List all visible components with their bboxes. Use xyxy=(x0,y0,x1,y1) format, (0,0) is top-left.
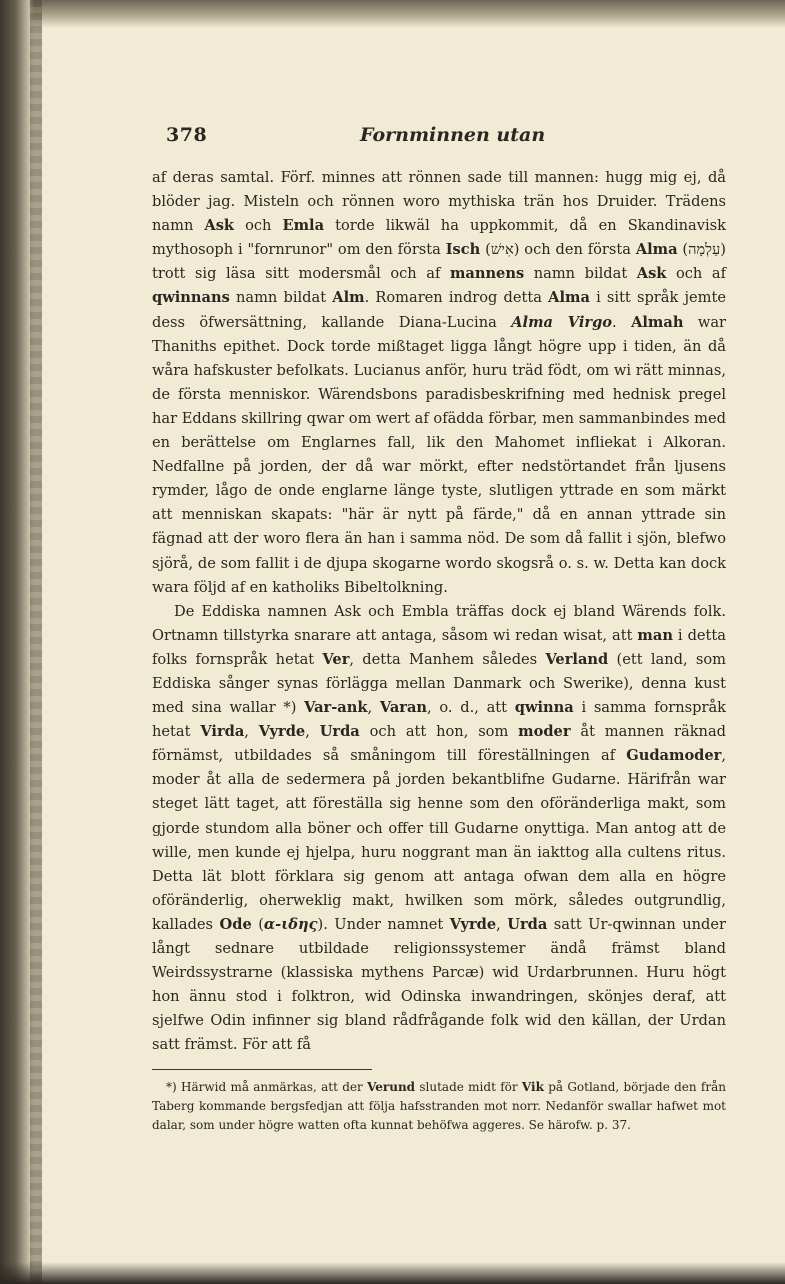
emphasized-term: Gudamoder xyxy=(626,747,722,765)
text-run: och att hon, som xyxy=(359,723,519,741)
text-run: (אִישׁ) och den första xyxy=(480,241,636,259)
emphasized-term: Ask xyxy=(204,217,235,235)
italic-term: α-ιδης xyxy=(263,915,318,933)
text-run: (ett land, som Eddiska sånger synas förlägga mellan Danmark och Swerike), denna kust med sina wallar *) xyxy=(152,650,727,717)
paragraph xyxy=(152,166,726,600)
text-run: , o. d., att xyxy=(427,699,515,717)
text-run: *) Härwid må anmärkas, att der xyxy=(166,1080,368,1095)
footnote-rule xyxy=(152,1069,372,1070)
emphasized-term: Verund xyxy=(367,1080,416,1095)
page-bottom-shadow xyxy=(0,1262,785,1284)
emphasized-term: man xyxy=(637,626,673,644)
text-run: namn bildat xyxy=(524,265,637,283)
emphasized-term: Vyrde xyxy=(449,915,497,933)
emphasized-term: Varan xyxy=(379,699,428,717)
text-run: , moder åt alla de sedermera på jorden bekantblifne Gudarne. Härifrån war steget lätt taget, att föreställa sig henne som den oföränderliga makt, som gjorde stundom alla böner och offer till Gudarne onyttiga. Man antog att de wille, men kunde ej hjelpa, huru noggrant man än iakttog alla cultens ritus. Detta lät blott förklara sig genom att antaga ofwan dem alla en högre oföränderlig, oherweklig makt, hwilken som mörk, således outgrundlig, kallades xyxy=(152,747,726,933)
text-run: namn bildat xyxy=(229,289,333,307)
book-spine xyxy=(30,0,42,1284)
text-run: i sitt språk jemte dess öfwersättning, kallande Diana-Lucina xyxy=(152,289,726,331)
page-text-block xyxy=(152,124,726,1135)
body-text xyxy=(152,166,726,1057)
text-run: ). Under namnet xyxy=(317,915,450,933)
emphasized-term: qwinnans xyxy=(152,289,230,307)
emphasized-term: Urda xyxy=(319,723,360,741)
running-head xyxy=(152,124,726,152)
paragraph xyxy=(152,600,726,1058)
text-run: , xyxy=(367,699,380,717)
emphasized-term: Alma xyxy=(635,241,678,259)
text-run: i detta folks fornspråk hetat xyxy=(152,626,726,668)
text-run: slutade midt för xyxy=(415,1080,522,1095)
book-gutter xyxy=(0,0,34,1284)
text-run: torde likwäl ha uppkommit, då en Skandinavisk mythosoph i "fornrunor" om den första xyxy=(152,217,726,259)
text-run: och xyxy=(234,217,283,235)
text-run: på Gotland, började den från Taberg kommande bergsfedjan att följa hafsstranden mot norr. Nedanför swallar hafwet mot dalar, som under högre watten ofta kunnat behöfwa aggeres. Se härofw. p. 37. xyxy=(152,1080,726,1133)
emphasized-term: Ode xyxy=(219,915,252,933)
text-run: , xyxy=(305,723,320,741)
emphasized-term: Verland xyxy=(545,650,609,668)
running-title: Fornminnen utan xyxy=(360,124,546,146)
footnote xyxy=(152,1078,726,1135)
text-run: , xyxy=(496,915,508,933)
text-run: , xyxy=(244,723,259,741)
emphasized-term: Alm xyxy=(332,289,365,307)
emphasized-term: Urda xyxy=(507,915,548,933)
page-top-shadow xyxy=(0,0,785,28)
text-run: i samma fornspråk hetat xyxy=(152,699,727,741)
text-run: af deras samtal. Förf. minnes att rönnen sade till mannen: hugg mig ej, då blöder jag. Misteln och rönnen woro mythiska trän hos Druider. Trädens namn xyxy=(152,169,726,235)
emphasized-term: Ver xyxy=(322,650,350,668)
emphasized-term: Alma xyxy=(548,289,590,307)
text-run: , detta Manhem således xyxy=(349,650,546,668)
emphasized-term: Almah xyxy=(631,313,684,331)
text-run: De Eddiska namnen Ask och Embla träffas dock ej bland Wärends folk. Ortnamn tillstyrka snarare att antaga, såsom wi redan wisat, att xyxy=(152,602,726,644)
text-run: . xyxy=(612,313,632,331)
text-run: ( xyxy=(251,915,264,933)
text-run: åt mannen räknad förnämst, utbildades så småningom till föreställningen af xyxy=(152,723,726,765)
emphasized-term: moder xyxy=(518,723,571,741)
emphasized-term: Vik xyxy=(521,1080,544,1095)
text-run: war Thaniths epithet. Dock torde mißtaget ligga långt högre upp i tiden, än då wåra hafskuster befolkats. Lucianus anför, huru träd födt, om wi rätt minnas, de första menniskor. Wärendsbons paradisbeskrifning med hednisk pregel har Eddans skillring qwar om wert af ofädda förbar, men sammanbindes med en berättelse om Englarnes fall, lik den Mahomet infliekat i Alkoran. Nedfallne på jorden, der då war mörkt, efter nedstörtandet från ljusens rymder, lågo de onde englarne länge tyste, slutligen yttrade en som märkt att menniskan skapats: "här är nytt på färde," då en annan yttrade sin fägnad att der woro flera än han i samma nöd. De som då fallit i sjön, blefwo sjörå, de som fallit i de djupa skogarne wordo skogsrå o. s. w. Detta kan dock wara följd af en katholiks Bibeltolkning. xyxy=(152,313,726,596)
text-run: (עַלְמָה) trott sig läsa sitt modersmål och af xyxy=(152,241,726,283)
emphasized-term: Ask xyxy=(636,265,667,283)
page-number: 378 xyxy=(166,124,208,146)
emphasized-term: Emla xyxy=(282,217,325,235)
emphasized-term: Vyrde xyxy=(258,723,306,741)
emphasized-term: Isch xyxy=(445,241,481,259)
text-run: . Romaren indrog detta xyxy=(364,289,549,307)
text-run: satt Ur-qwinnan under långt sednare utbildade religionssystemer ändå främst bland Weirdssystrarne (klassiska mythens Parcæ) wid Urdarbrunnen. Huru högt hon ännu stod i folktron, wid Odinska inwandringen, skönjes deraf, att sjelfwe Odin infinner sig bland rådfrågande folk wid den källan, der Urdan satt främst. För att få xyxy=(152,915,726,1054)
emphasized-term: mannens xyxy=(449,265,525,283)
text-run: och af xyxy=(666,265,726,283)
emphasized-term: Var-ank xyxy=(304,699,368,717)
emphasized-term: Virda xyxy=(200,723,245,741)
emphasized-term: qwinna xyxy=(514,699,574,717)
italic-term: Alma Virgo xyxy=(511,313,613,331)
